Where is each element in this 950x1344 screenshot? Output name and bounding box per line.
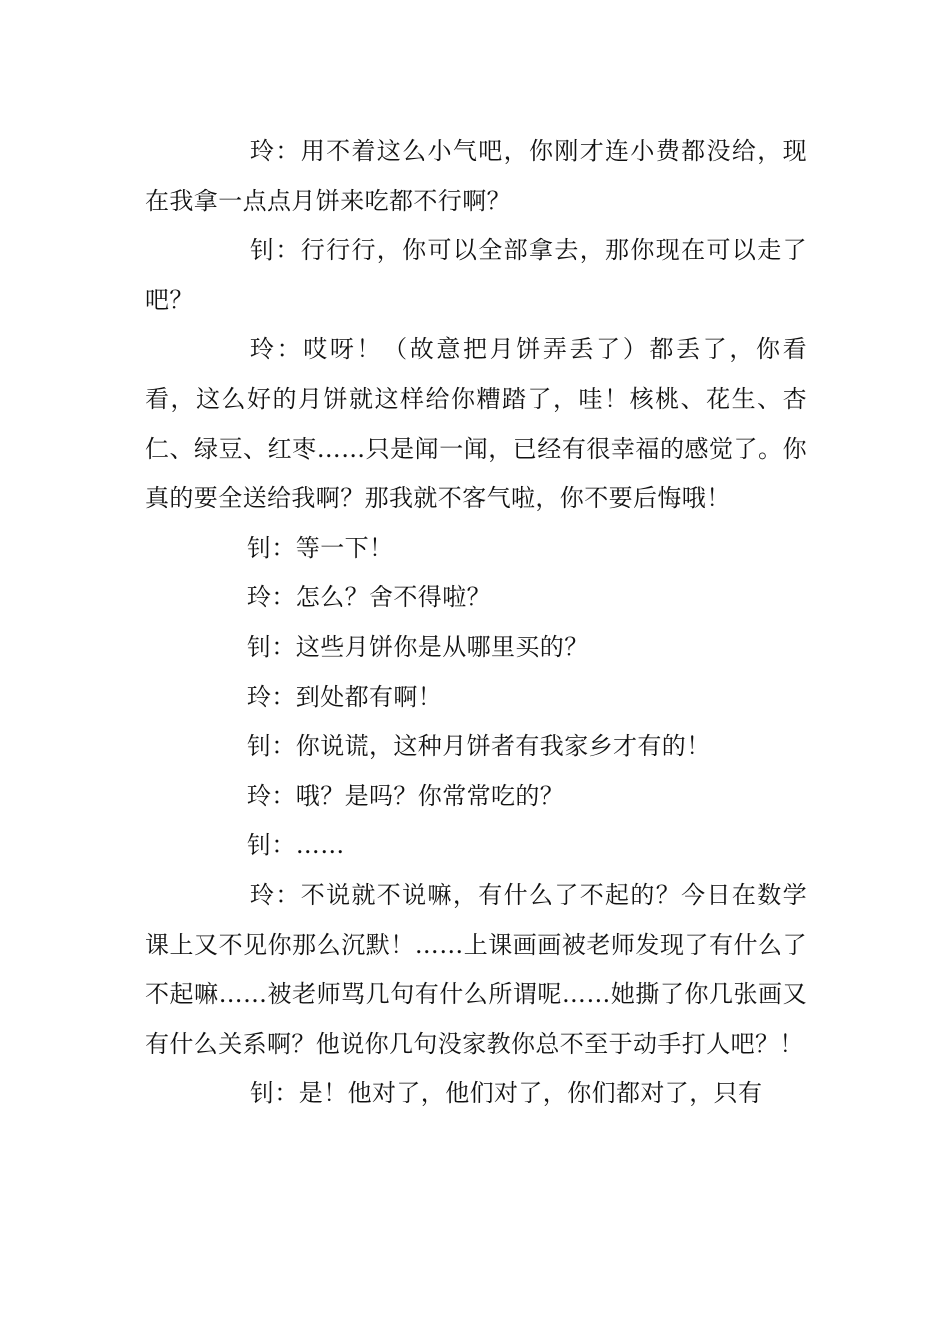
dialogue-line-7: 玲：到处都有啊！ [247,682,443,711]
dialogue-paragraph-12: 钊：是！他对了，他们对了，你们都对了，只有 [250,1079,763,1108]
dialogue-paragraph-1: 玲：用不着这么小气吧，你刚才连小费都没给，现在我拿一点点月饼来吃都不行啊？ [145,137,807,215]
dialogue-paragraph-3: 玲：哎呀！（故意把月饼弄丢了）都丢了，你看看，这么好的月饼就这样给你糟踏了，哇！核桃、花生、杏仁、绿豆、红枣……只是闻一闻，已经有很幸福的感觉了。你真的要全送给我啊？那我就不客气啦，你不要后悔哦！ [145,335,807,513]
dialogue-line-10: 钊：…… [247,831,345,860]
dialogue-line-9: 玲：哦？是吗？你常常吃的？ [247,781,565,810]
dialogue-line-5: 玲：怎么？舍不得啦？ [247,583,491,612]
dialogue-paragraph-11: 玲：不说就不说嘛，有什么了不起的？今日在数学课上又不见你那么沉默！……上课画画被老师发现了有什么了不起嘛……被老师骂几句有什么所谓呢……她撕了你几张画又有什么关系啊？他说你几句没家教你总不至于动手打人吧？！ [145,880,807,1058]
dialogue-line-4: 钊：等一下！ [247,533,394,562]
dialogue-paragraph-2: 钊：行行行，你可以全部拿去，那你现在可以走了吧？ [145,236,807,314]
document-page [145,127,807,1119]
dialogue-line-8: 钊：你说谎，这种月饼者有我家乡才有的！ [247,732,711,761]
dialogue-line-6: 钊：这些月饼你是从哪里买的？ [247,632,589,661]
